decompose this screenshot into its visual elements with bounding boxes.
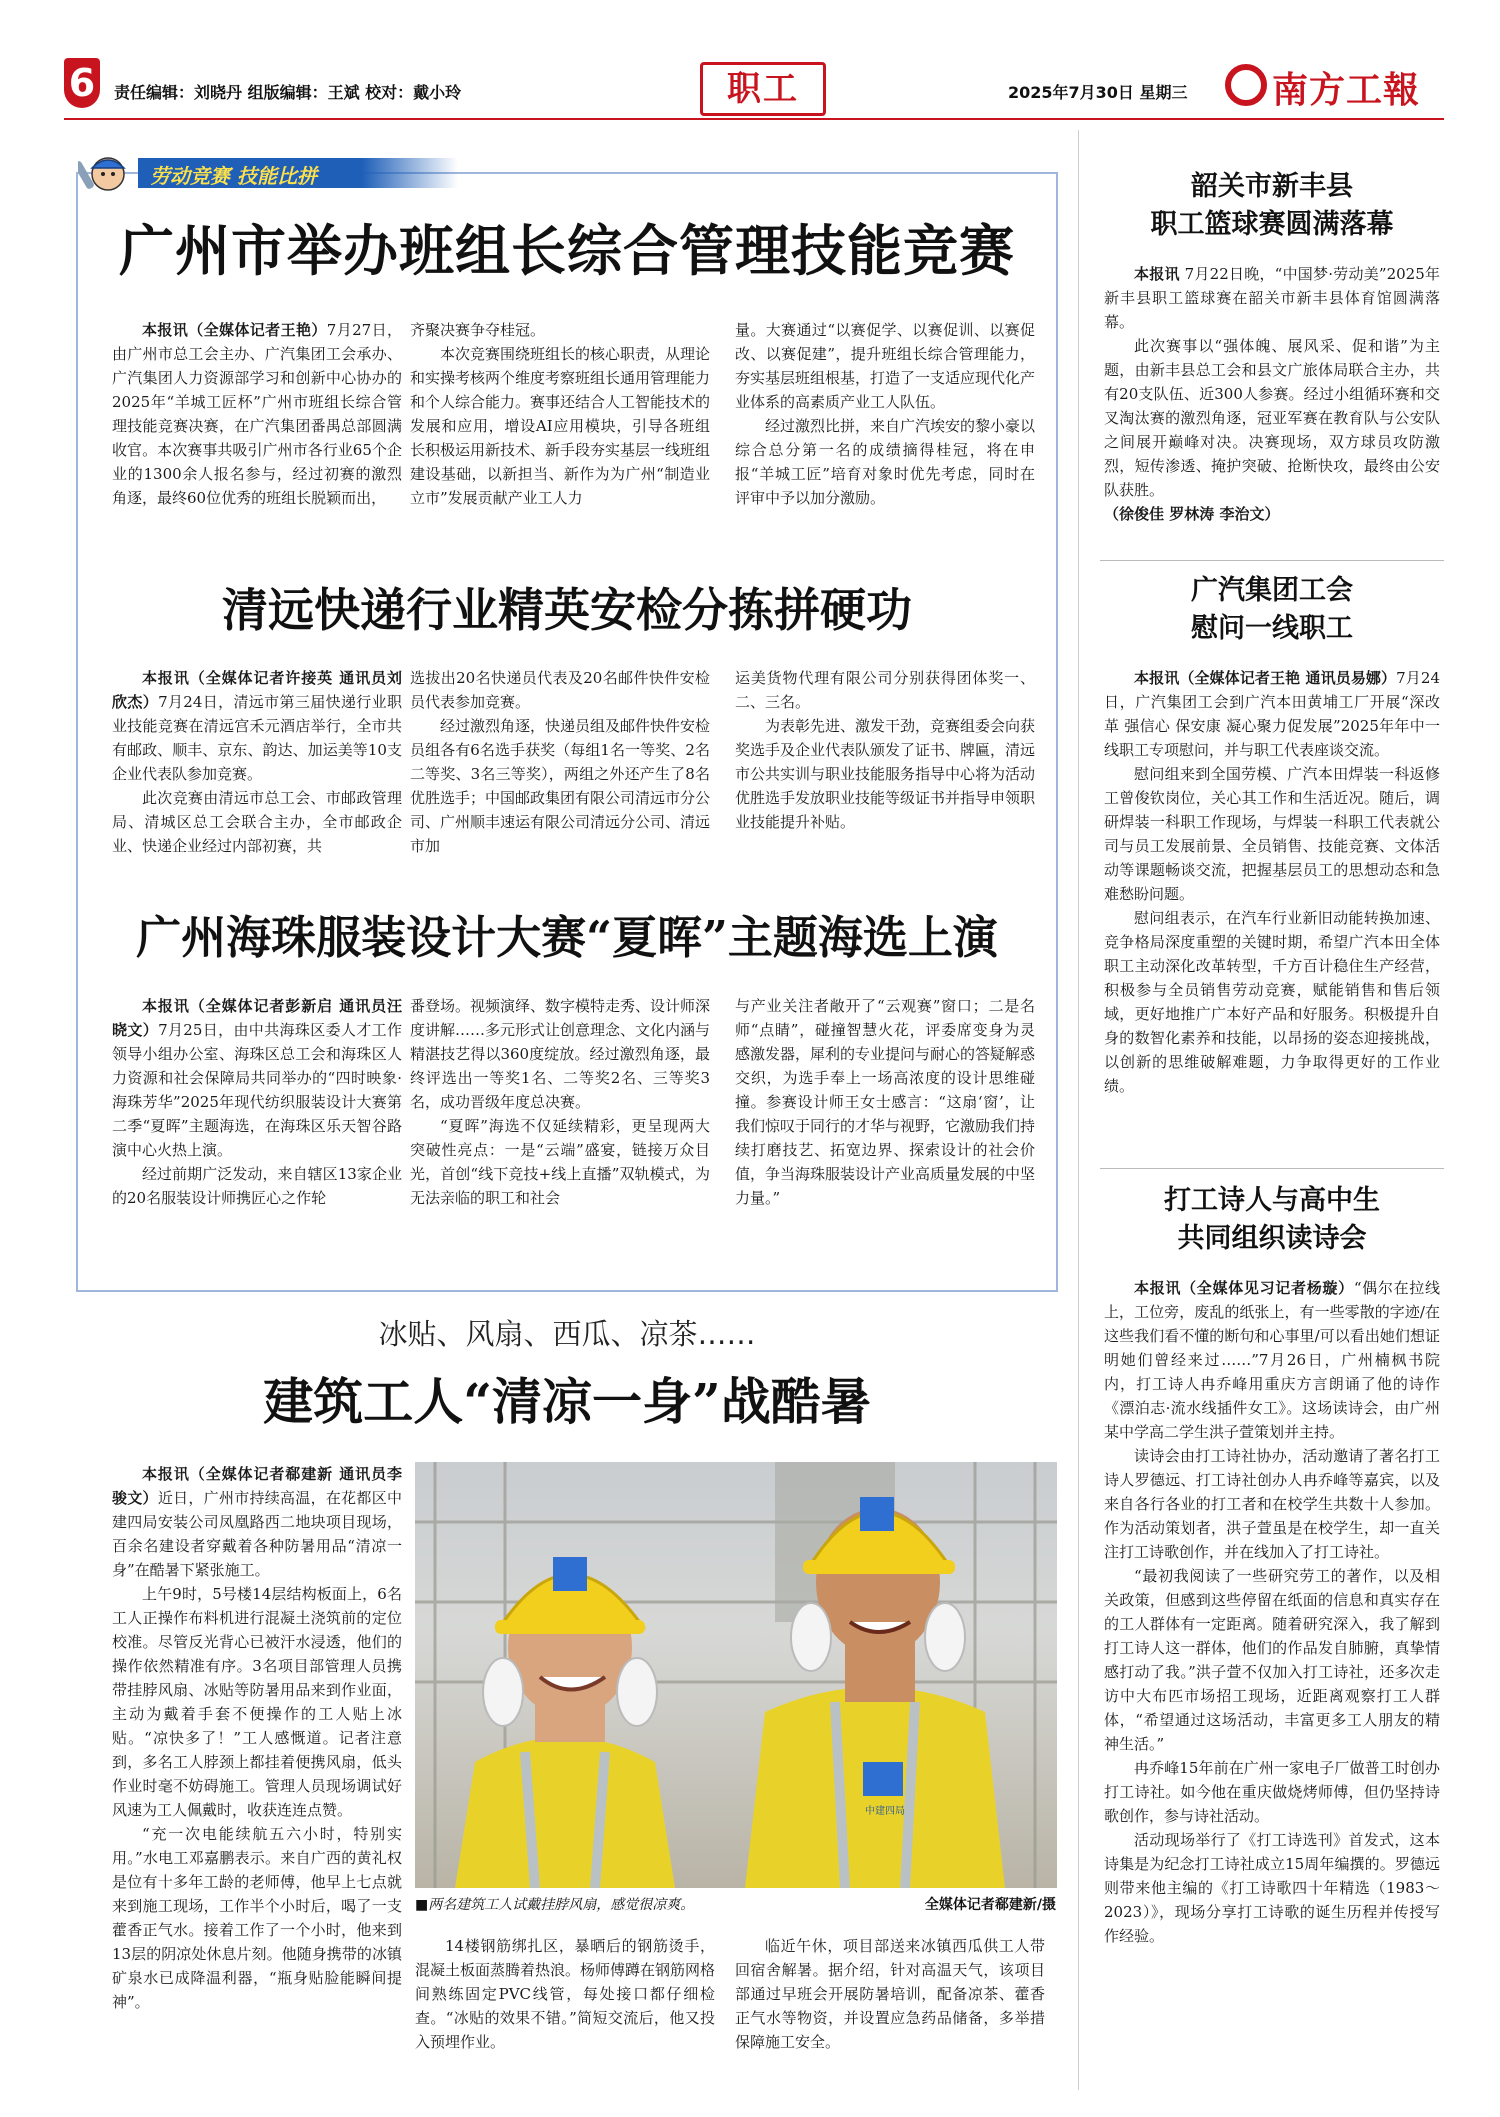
article4-para: 上午9时，5号楼14层结构板面上，6名工人正操作布料机进行混凝土浇筑前的定位校准。尽管反光背心已被汗水浸透，他们的操作依然精准有序。3名项目部管理人员携带挂脖风扇、冰贴等防暑用品来到作业面，主动为戴着手套不便操作的工人贴上冰贴。“凉快多了！”工人感慨道。记者注意到，多名工人脖颈上都挂着便携风扇，低头作业时毫不妨碍施工。管理人员现场调试好风速为工人佩戴时，收获连连点赞。 bbox=[112, 1585, 402, 1819]
sidebar3-para: 冉乔峰15年前在广州一家电子厂做普工时创办打工诗社。如今他在重庆做烧烤师傅，但仍坚持诗歌创作，参与诗社活动。 bbox=[1104, 1759, 1440, 1825]
article1-para: 量。大赛通过“以赛促学、以赛促训、以赛促改、以赛促建”，提升班组长综合管理能力，夯实基层班组根基，打造了一支适应现代化产业体系的高素质产业工人队伍。 bbox=[735, 321, 1036, 411]
worker-wrench-icon bbox=[78, 150, 142, 196]
sidebar2-para: 本报讯（全媒体记者王艳 通讯员易娜）7月24日，广汽集团工会到广汽本田黄埔工厂开展“深改革 强信心 保安康 凝心聚力促发展”2025年年中一线职工专项慰问，并与职工代表座谈交流。 bbox=[1104, 669, 1440, 759]
article3-para: 经过前期广泛发动，来自辖区13家企业的20名服装设计师携匠心之作轮 bbox=[112, 1165, 402, 1207]
article3-para: 与产业关注者敞开了“云观赛”窗口；二是名师“点睛”，碰撞智慧火花，评委席变身为灵感激发器，犀利的专业提问与耐心的答疑解惑交织，为选手奉上一场高浓度的设计思维碰撞。参赛设计师王女士感言：“这扇‘窗’，让我们惊叹于同行的才华与视野，它激励我们持续打磨技艺、拓宽边界、探索设计的社会价值，争当海珠服装设计产业高质量发展的中坚力量。” bbox=[735, 997, 1036, 1207]
page-number-badge bbox=[64, 58, 100, 108]
article2-para: 选拔出20名快递员代表及20名邮件快件安检员代表参加竞赛。 bbox=[410, 669, 710, 711]
sidebar3-para: 本报讯（全媒体见习记者杨璇）“偶尔在拉线上，工位旁，废乱的纸张上，有一些零散的字迹/在这些我们看不懂的断句和心事里/可以看出她们想证明她们曾经来过……”7月26日，广州楠枫书院内，打工诗人冉乔峰用重庆方言朗诵了他的诗作《漂泊志·流水线插件女工》。这场读诗会，由广州某中学高二学生洪子萱策划并主持。 bbox=[1104, 1279, 1440, 1441]
construction-workers-illustration bbox=[415, 1462, 1057, 1888]
sidebar2-para: 慰问组表示，在汽车行业新旧动能转换加速、竞争格局深度重塑的关键时期，希望广汽本田全体职工主动深化改革转型，千方百计稳住生产经营，积极参与全员销售劳动竞赛，赋能销售和售后领域，更好地推广广本好产品和好服务。积极提升自身的数智化素养和技能，以昂扬的姿态迎接挑战，以创新的思维破解难题，力争取得更好的工作业绩。 bbox=[1104, 909, 1440, 1095]
article4-para: “充一次电能续航五六小时，特别实用。”水电工邓嘉鹏表示。来自广西的黄礼权是位有十多年工龄的老师傅，他早上七点就来到施工现场，工作半个小时后，喝了一支藿香正气水。接着工作了一个小时，他来到13层的阴凉处休息片刻。他随身携带的冰镇矿泉水已成降温利器，“瓶身贴脸能瞬间提神”。 bbox=[112, 1825, 402, 2011]
swirl-logo-icon bbox=[1224, 63, 1268, 107]
photo-caption: ■两名建筑工人试戴挂脖风扇，感觉很凉爽。 bbox=[415, 1897, 695, 1913]
article2-col2 bbox=[410, 666, 710, 858]
sidebar1-para: 此次赛事以“强体魄、展风采、促和谐”为主题，由新丰县总工会和县文广旅体局联合主办，共有20支队伍、近300人参赛。经过小组循环赛和交叉淘汰赛的激烈角逐，冠亚军赛在教育队与公安队之间展开巅峰对决。决赛现场，双方球员攻防激烈，短传渗透、掩护突破、抢断快攻，最终由公安队获胜。 bbox=[1104, 337, 1440, 499]
header-rule bbox=[64, 118, 1444, 120]
banner-label: 劳动竞赛 技能比拼 bbox=[150, 164, 317, 188]
sidebar3-body bbox=[1104, 1276, 1440, 1948]
article3-para: “夏晖”海选不仅延续精彩，更呈现两大突破性亮点：一是“云端”盛宴，链接万众目光，首创“线下竞技+线上直播”双轨模式，为无法亲临的职工和社会 bbox=[410, 1117, 710, 1207]
section-banner bbox=[78, 150, 378, 196]
vest-logo-text: 中建四局 bbox=[865, 1806, 905, 1817]
article4-col3 bbox=[735, 1934, 1045, 2054]
section-title: 职工 bbox=[727, 69, 799, 109]
masthead bbox=[1224, 60, 1444, 110]
sidebar3-para: “最初我阅读了一些研究劳工的著作，以及相关政策，但感到这些停留在纸面的信息和真实存在的工人群体有一定距离。随着研究深入，我了解到打工诗人这一群体，他们的作品发自肺腑，真挚情感打动了我。”洪子萱不仅加入打工诗社，还多次走访中大布匹市场招工现场，近距离观察打工人群体，“希望通过这场活动，丰富更多工人朋友的精神生活。” bbox=[1104, 1567, 1440, 1753]
article4-para: 14楼钢筋绑扎区，暴晒后的钢筋烫手，混凝土板面蒸腾着热浪。杨师傅蹲在钢筋网格间熟练固定PVC线管，每处接口都仔细检查。“冰贴的效果不错。”简短交流后，他又投入预埋作业。 bbox=[415, 1937, 716, 2051]
article3-col2 bbox=[410, 994, 710, 1210]
section-box bbox=[700, 62, 826, 116]
article4-para: 本报讯（全媒体记者郗建新 通讯员李骏文）近日，广州市持续高温，在花都区中建四局安装公司凤凰路西二地块项目现场，百余名建设者穿戴着各种防暑用品“清凉一身”在酷暑下紧张施工。 bbox=[112, 1465, 402, 1579]
editors-line: 责任编辑：刘晓丹 组版编辑：王斌 校对：戴小玲 bbox=[114, 83, 462, 102]
article2-headline: 清远快递行业精英安检分拣拼硬功 bbox=[222, 583, 912, 637]
article3-para: 本报讯（全媒体记者彭新启 通讯员汪晓文）7月25日，由中共海珠区委人才工作领导小组办公室、海珠区总工会和海珠区人力资源和社会保障局共同举办的“四时映象·海珠芳华”2025年现代纺织服装设计大赛第二季“夏晖”主题海选，在海珠区乐天智谷路演中心火热上演。 bbox=[112, 997, 402, 1159]
article4-headline: 建筑工人“清凉一身”战酷暑 bbox=[263, 1372, 871, 1431]
article1-para: 齐聚决赛争夺桂冠。 bbox=[410, 321, 546, 339]
sidebar3-para: 活动现场举行了《打工诗选刊》首发式，这本诗集是为纪念打工诗社成立15周年编撰的。罗德远则带来他主编的《打工诗歌四十年精选（1983～2023）》，现场分享打工诗歌的诞生历程并传授写作经验。 bbox=[1104, 1831, 1440, 1945]
masthead-title: 南方工報 bbox=[1272, 70, 1421, 111]
sidebar2-title: 广汽集团工会 慰问一线职工 bbox=[1191, 575, 1353, 644]
article4-byline: 本报讯（全媒体记者郗建新 通讯员李骏文） bbox=[112, 1465, 402, 1507]
article2-para: 为表彰先进、激发干劲，竞赛组委会向获奖选手及企业代表队颁发了证书、牌匾，清远市公共实训与职业技能服务指导中心将为活动优胜选手发放职业技能等级证书并指导申领职业技能提升补贴。 bbox=[735, 717, 1036, 831]
article3-byline: 本报讯（全媒体记者彭新启 通讯员汪晓文） bbox=[112, 997, 402, 1039]
article4-col1 bbox=[112, 1462, 402, 2014]
article2-para: 本报讯（全媒体记者许接英 通讯员刘欣杰）7月24日，清远市第三届快递行业职业技能竞赛在清远宫禾元酒店举行，全市共有邮政、顺丰、京东、韵达、加运美等10支企业代表队参加竞赛。 bbox=[112, 669, 402, 783]
sidebar3-para: 读诗会由打工诗社协办，活动邀请了著名打工诗人罗德远、打工诗社创办人冉乔峰等嘉宾，以及来自各行各业的打工者和在校学生共数十人参加。作为活动策划者，洪子萱虽是在校学生，却一直关注打工诗歌创作，并在线加入了打工诗社。 bbox=[1104, 1447, 1440, 1561]
sidebar1-body bbox=[1104, 262, 1440, 526]
article4-para: 临近午休，项目部送来冰镇西瓜供工人带回宿舍解暑。据介绍，针对高温天气，该项目部通过早班会开展防暑培训，配备凉茶、藿香正气水等物资，并设置应急药品储备，多举措保障施工安全。 bbox=[735, 1937, 1045, 2051]
sidebar3-title: 打工诗人与高中生 共同组织读诗会 bbox=[1164, 1185, 1380, 1254]
sidebar-rule-1 bbox=[1100, 560, 1444, 561]
issue-date: 2025年7月30日 星期三 bbox=[1008, 83, 1188, 102]
article1-headline: 广州市举办班组长综合管理技能竞赛 bbox=[118, 218, 1015, 283]
sidebar1-title: 韶关市新丰县 职工篮球赛圆满落幕 bbox=[1150, 171, 1394, 240]
article1-para: 经过激烈比拼，来自广汽埃安的黎小豪以综合总分第一名的成绩摘得桂冠，将在申报“羊城工匠”培育对象时优先考虑，同时在评审中予以加分激励。 bbox=[735, 417, 1036, 507]
article3-col1 bbox=[112, 994, 402, 1210]
sidebar2-para: 慰问组来到全国劳模、广汽本田焊装一科返修工曾俊钦岗位，关心其工作和生活近况。随后，调研焊装一科职工作现场，与焊装一科职工代表就公司与员工发展前景、全员销售、技能竞赛、文体活动等课题畅谈交流，把握基层员工的思想动态和急难愁盼问题。 bbox=[1104, 765, 1440, 903]
article2-col3 bbox=[735, 666, 1035, 834]
article2-para: 经过激烈角逐，快递员组及邮件快件安检员组各有6名选手获奖（每组1名一等奖、2名二等奖、3名三等奖），两组之外还产生了8名优胜选手；中国邮政集团有限公司清远市分公司、广州顺丰速运有限公司清远分公司、清远市加 bbox=[410, 717, 711, 855]
article4-col2 bbox=[415, 1934, 715, 2054]
page-number: 6 bbox=[68, 61, 96, 105]
article4-kicker: 冰贴、风扇、西瓜、凉茶…… bbox=[378, 1317, 756, 1351]
article2-byline: 本报讯（全媒体记者许接英 通讯员刘欣杰） bbox=[112, 669, 402, 711]
article3-para: 番登场。视频演绎、数字模特走秀、设计师深度讲解……多元形式让创意理念、文化内涵与精湛技艺得以360度绽放。经过激烈角逐，最终评选出一等奖1名、二等奖2名、三等奖3名，成功晋级年度总决赛。 bbox=[410, 997, 711, 1111]
article1-byline: 本报讯（全媒体记者王艳） bbox=[142, 321, 327, 339]
article2-para: 运美货物代理有限公司分别获得团体奖一、二、三名。 bbox=[735, 669, 1035, 711]
article1-col3 bbox=[735, 318, 1035, 510]
article2-col1 bbox=[112, 666, 402, 858]
article1-col2 bbox=[410, 318, 710, 510]
article3-headline: 广州海珠服装设计大赛“夏晖”主题海选上演 bbox=[136, 911, 998, 964]
sidebar-divider bbox=[1078, 130, 1079, 2090]
article2-para: 此次竞赛由清远市总工会、市邮政管理局、清城区总工会联合主办，全市邮政企业、快递企业经过内部初赛，共 bbox=[112, 789, 402, 855]
sidebar2-body bbox=[1104, 666, 1440, 1098]
article1-para: 本次竞赛围绕班组长的核心职责，从理论和实操考核两个维度考察班组长通用管理能力和个人综合能力。赛事还结合人工智能技术的发展和应用，增设AI应用模块，引导各班组长积极运用新技术、新手段夯实基层一线班组建设基础，以新担当、新作为为广州“制造业立市”发展贡献产业工人力 bbox=[410, 345, 711, 507]
article1-para: 本报讯（全媒体记者王艳）7月27日，由广州市总工会主办、广汽集团工会承办、广汽集团人力资源部学习和创新中心协办的2025年“羊城工匠杯”广州市班组长综合管理技能竞赛决赛，在广汽集团番禺总部圆满收官。本次赛事共吸引广州市各行业65个企业的1300余人报名参与，经过初赛的激烈角逐，最终60位优秀的班组长脱颖而出， bbox=[112, 321, 402, 507]
article4-photo bbox=[415, 1462, 1057, 1888]
banner-strip bbox=[138, 158, 458, 188]
sidebar1-para: 本报讯 7月22日晚，“中国梦·劳动美”2025年新丰县职工篮球赛在韶关市新丰县体育馆圆满落幕。 bbox=[1104, 265, 1440, 331]
article3-col3 bbox=[735, 994, 1035, 1210]
photo-credit: 全媒体记者郗建新/摄 bbox=[924, 1897, 1056, 1913]
sidebar-rule-2 bbox=[1100, 1168, 1444, 1169]
article1-col1 bbox=[112, 318, 402, 510]
sidebar1-byline: （徐俊佳 罗林涛 李治文） bbox=[1104, 505, 1280, 523]
